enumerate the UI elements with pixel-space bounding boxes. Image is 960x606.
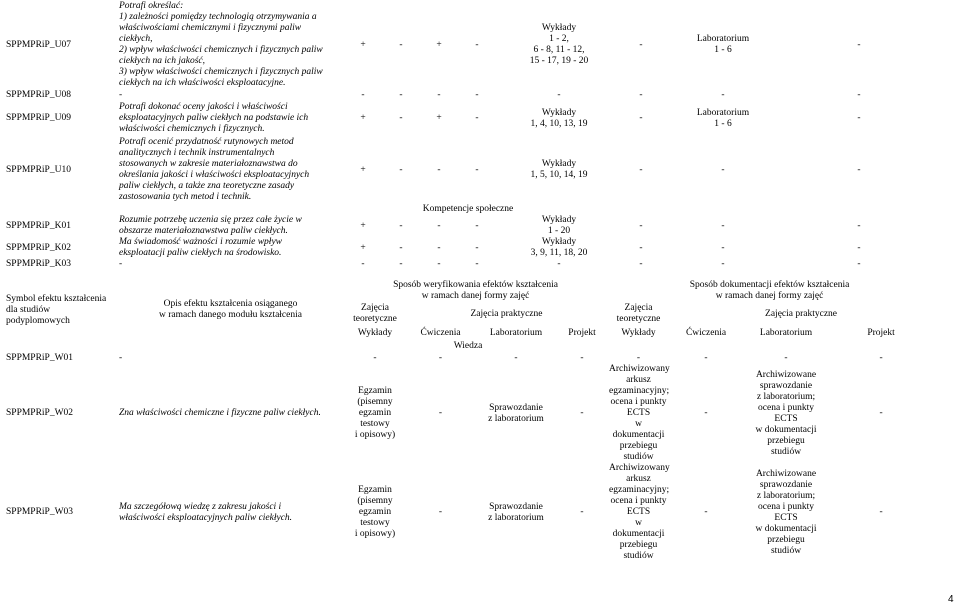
mark-cell: - [399, 90, 403, 100]
symbol-cell: SPPMPRiP_U09 [6, 113, 71, 123]
value-cell: - [373, 352, 377, 363]
mark-cell: - [399, 259, 403, 269]
mark-cell: - [437, 164, 441, 175]
description-cell: Potrafi ocenić przydatność rutynowych metod analitycznych i technik instrumentalnych stosowanych w zakresie materiałoznawstwa do określania jakości i właściwości eksploatacyjnych paliw ciekłych, a także zna teoretyczne zasady zastosowania tych metod i technik. [119, 137, 310, 202]
exercises-cell: - [639, 242, 643, 253]
table-row [4, 259, 932, 270]
doc-lectures-cell: Archiwizowany arkusz egzaminacyjny; ocena i punkty ECTS w dokumentacji przebiegu studiów [609, 463, 670, 561]
description-cell: - [119, 259, 123, 269]
project-cell: - [857, 242, 861, 253]
mark-cell: - [361, 259, 365, 269]
project-cell: - [857, 220, 861, 231]
documentation-header: Sposób dokumentacji efektów kształcenia w ramach danej formy zajęć [689, 280, 850, 301]
mark-cell: - [475, 220, 479, 231]
mark-cell: + [360, 242, 366, 253]
mark-cell: + [360, 220, 366, 231]
doc-project-cell: - [879, 408, 883, 418]
doc-laboratory-cell: Archiwizowane sprawozdanie z laboratorium; ocena i punkty ECTS w dokumentacji przebiegu studiów [755, 468, 817, 556]
laboratory-cell: - [721, 242, 725, 253]
symbol-cell: SPPMPRiP_U07 [6, 39, 71, 50]
verif-laboratory-cell: Sprawozdanie z laboratorium [488, 402, 544, 424]
symbol-header: Symbol efektu kształcenia dla studiów podyplomowych [6, 293, 107, 326]
value-cell: - [438, 352, 443, 363]
lectures-cell: - [557, 259, 561, 269]
laboratory-cell: - [721, 164, 725, 175]
learning-outcomes-table [4, 0, 932, 270]
doc-exercises-cell: - [704, 507, 708, 517]
symbol-cell: SPPMPRiP_W01 [6, 352, 74, 363]
header-row [4, 280, 932, 302]
verif-project-cell: - [580, 507, 584, 517]
mark-cell: + [436, 39, 442, 50]
page-number: 4 [948, 594, 954, 605]
mark-cell: - [437, 220, 441, 231]
project-cell: - [857, 90, 861, 100]
form-header: Laboratorium [759, 327, 813, 338]
description-cell: Rozumie potrzebę uczenia się przez całe życie w obszarze materiałoznawstwa paliw ciekłych. [119, 215, 302, 236]
table-row [4, 136, 932, 204]
description-cell: Ma szczegółową wiedzę z zakresu jakości i właściwości eksploatacyjnych paliw ciekłych. [119, 501, 293, 523]
doc-lectures-cell: Archiwizowany arkusz egzaminacyjny; ocena i punkty ECTS w dokumentacji przebiegu studiów [609, 364, 670, 462]
description-cell: - [119, 90, 123, 100]
mark-cell: + [360, 113, 366, 123]
practice-header: Zajęcia praktyczne [765, 308, 838, 319]
mark-cell: + [360, 39, 366, 50]
table-row [4, 215, 932, 237]
mark-cell: - [475, 113, 479, 123]
verif-lectures-cell: Egzamin (pisemny egzamin testowy i opisowy) [354, 386, 396, 440]
verification-table [4, 280, 932, 562]
project-cell: - [857, 39, 861, 50]
form-header: Projekt [867, 327, 895, 338]
description-cell: Potrafi dokonać oceny jakości i właściwości eksploatacyjnych paliw ciekłych na podstawie ich właściwości chemicznych i fizycznych. [119, 102, 309, 134]
theory-header: Zajęcia teoretyczne [616, 303, 661, 324]
exercises-cell: - [639, 113, 643, 123]
table-row [4, 364, 932, 463]
verif-laboratory-cell: Sprawozdanie z laboratorium [488, 501, 544, 523]
exercises-cell: - [639, 39, 643, 50]
verification-header: Sposób weryfikowania efektów kształcenia w ramach danej formy zajęć [393, 280, 558, 301]
description-cell: - [119, 352, 123, 363]
table-row [4, 0, 932, 90]
lectures-cell: Wykłady 1 - 2, 6 - 8, 11 - 12, 15 - 17, 19 - 20 [529, 23, 589, 66]
mark-cell: - [399, 220, 403, 231]
mark-cell: - [361, 90, 365, 100]
mark-cell: - [399, 39, 403, 50]
form-header: Wykłady [357, 327, 393, 338]
section-row [4, 340, 932, 352]
description-header: Opis efektu kształcenia osiąganego w ramach danego modułu kształcenia [159, 299, 302, 320]
symbol-cell: SPPMPRiP_W03 [6, 507, 74, 517]
doc-exercises-cell: - [704, 408, 708, 418]
mark-cell: - [475, 90, 479, 100]
verif-project-cell: - [580, 408, 584, 418]
doc-laboratory-cell: Archiwizowane sprawozdanie z laboratorium; ocena i punkty ECTS w dokumentacji przebiegu studiów [755, 369, 817, 457]
lectures-cell: - [557, 90, 561, 100]
lectures-cell: Wykłady 3, 9, 11, 18, 20 [530, 237, 588, 258]
mark-cell: - [437, 90, 441, 100]
mark-cell: - [475, 242, 479, 253]
symbol-cell: SPPMPRiP_W02 [6, 408, 74, 418]
mark-cell: - [475, 39, 479, 50]
symbol-cell: SPPMPRiP_K03 [6, 259, 71, 269]
laboratory-cell: - [721, 220, 725, 231]
description-cell: Potrafi określać: 1) zależności pomiędzy technologią otrzymywania a właściwościami chemicznymi i fizycznymi paliw ciekłych, 2) wpływ właściwości chemicznych i fizycznych paliw ciekłych na ich jakość, 3) wpływ właściwości chemicznych i fizycznych paliw ciekłych na ich właściwości eksploatacyjne. [119, 1, 323, 88]
value-cell: - [580, 352, 584, 363]
verif-exercises-cell: - [438, 507, 443, 517]
symbol-cell: SPPMPRiP_K02 [6, 242, 71, 253]
mark-cell: - [399, 164, 403, 175]
mark-cell: - [475, 259, 479, 269]
table-row [4, 90, 932, 101]
section-heading: Wiedza [453, 340, 483, 351]
mark-cell: - [399, 242, 403, 253]
form-header: Projekt [568, 327, 596, 338]
form-header: Ćwiczenia [420, 327, 461, 338]
lectures-cell: Wykłady 1, 4, 10, 13, 19 [530, 107, 588, 129]
doc-project-cell: - [879, 507, 883, 517]
value-cell: - [514, 352, 518, 363]
project-cell: - [857, 113, 861, 123]
exercises-cell: - [639, 259, 643, 269]
project-cell: - [857, 259, 861, 269]
description-cell: Zna właściwości chemiczne i fizyczne paliw ciekłych. [119, 408, 321, 418]
mark-cell: - [475, 164, 479, 175]
practice-header: Zajęcia praktyczne [470, 308, 543, 319]
verif-lectures-cell: Egzamin (pisemny egzamin testowy i opisowy) [354, 485, 396, 539]
mark-cell: - [399, 113, 403, 123]
laboratory-cell: - [721, 259, 725, 269]
laboratory-cell: - [721, 90, 725, 100]
table-row [4, 101, 932, 136]
table-row [4, 352, 932, 364]
project-cell: - [857, 164, 861, 175]
value-cell: - [636, 352, 641, 363]
exercises-cell: - [639, 220, 643, 231]
table-row [4, 463, 932, 562]
section-heading: Kompetencje społeczne [422, 204, 514, 214]
value-cell: - [879, 352, 883, 363]
value-cell: - [784, 352, 788, 363]
theory-header: Zajęcia teoretyczne [353, 303, 397, 324]
laboratory-cell: Laboratorium 1 - 6 [696, 107, 750, 129]
mark-cell: + [360, 164, 366, 175]
laboratory-cell: Laboratorium 1 - 6 [696, 34, 750, 55]
form-header: Laboratorium [489, 327, 543, 338]
mark-cell: + [436, 113, 442, 123]
mark-cell: - [437, 242, 441, 253]
value-cell: - [704, 352, 708, 363]
lectures-cell: Wykłady 1, 5, 10, 14, 19 [530, 159, 588, 180]
lectures-cell: Wykłady 1 - 20 [541, 215, 577, 236]
symbol-cell: SPPMPRiP_U10 [6, 164, 71, 175]
table-row [4, 237, 932, 259]
description-cell: Ma świadomość ważności i rozumie wpływ eksploatacji paliw ciekłych na środowisko. [119, 237, 282, 258]
symbol-cell: SPPMPRiP_K01 [6, 220, 71, 231]
form-header: Wykłady [621, 327, 656, 338]
exercises-cell: - [639, 90, 643, 100]
symbol-cell: SPPMPRiP_U08 [6, 90, 71, 100]
mark-cell: - [437, 259, 441, 269]
exercises-cell: - [639, 164, 643, 175]
section-row [4, 204, 932, 215]
form-header: Ćwiczenia [685, 327, 727, 338]
verif-exercises-cell: - [438, 408, 443, 418]
